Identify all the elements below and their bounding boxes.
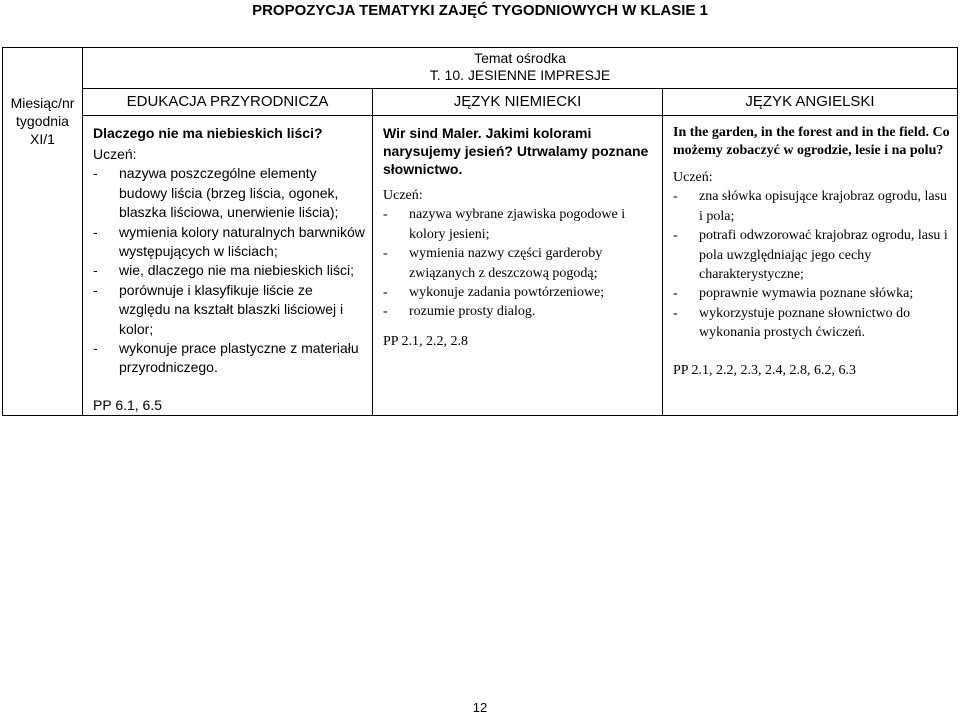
month-week-header: Miesiąc/nr tygodnia [10, 95, 75, 129]
nature-student-label: Uczeń: [93, 146, 137, 162]
german-goal-list [383, 205, 656, 321]
goal-item: - rozumie prosty dialog. [383, 302, 656, 321]
goal-item: - nazywa wybrane zjawiska pogodowe i kolory jesieni; [383, 205, 656, 244]
content-row [3, 116, 958, 416]
german-content-cell [373, 116, 663, 416]
theme-name: T. 10. JESIENNE IMPRESJE [429, 67, 611, 83]
goal-item: - potrafi odwzorować krajobraz ogrodu, lasu i pola uwzględniając jego cechy charakterystyczne; [673, 226, 951, 284]
goal-item: - wymienia nazwy części garderoby związanych z deszczową pogodą; [383, 244, 656, 283]
english-topic: In the garden, in the forest and in the field. Co możemy zobaczyć w ogrodzie, lesie i na polu? [673, 125, 950, 158]
subject-header-nature: EDUKACJA PRZYRODNICZA [83, 89, 373, 116]
month-week-value: XI/1 [30, 131, 55, 147]
goal-item: - wie, dlaczego nie ma niebieskich liści; [93, 261, 366, 280]
subject-header-german: JĘZYK NIEMIECKI [373, 89, 663, 116]
english-content-cell [663, 116, 958, 416]
nature-goal-list [93, 164, 366, 377]
nature-pp: PP 6.1, 6.5 [93, 396, 163, 413]
weekly-plan-table [2, 47, 958, 416]
theme-label: Temat ośrodka [474, 50, 566, 66]
theme-row [3, 48, 958, 89]
german-topic: Wir sind Maler. Jakimi kolorami narysujemy jesień? Utrwalamy poznane słownictwo. [383, 125, 649, 177]
goal-item: - poprawnie wymawia poznane słówka; [673, 284, 951, 303]
goal-item: - wykonuje zadania powtórzeniowe; [383, 283, 656, 302]
goal-item: - wymienia kolory naturalnych barwników występujących w liściach; [93, 223, 366, 262]
german-pp: PP 2.1, 2.2, 2.8 [383, 333, 469, 349]
goal-item: - porównuje i klasyfikuje liście ze względu na kształt blaszki liściowej i kolor; [93, 281, 366, 339]
german-student-label: Uczeń: [383, 188, 423, 203]
english-goal-list [673, 187, 951, 342]
theme-cell [83, 48, 958, 89]
month-week-cell [3, 48, 83, 416]
english-student-label: Uczeń: [673, 170, 713, 185]
document-title: PROPOZYCJA TEMATYKI ZAJĘĆ TYGODNIOWYCH W KLASIE 1 [252, 2, 708, 19]
goal-item: - wykonuje prace plastyczne z materiału przyrodniczego. [93, 339, 366, 378]
subject-header-english: JĘZYK ANGIELSKI [663, 89, 958, 116]
subject-header-row [3, 89, 958, 116]
goal-item: - wykorzystuje poznane słownictwo do wykonania prostych ćwiczeń. [673, 304, 951, 343]
page-number: 12 [472, 700, 488, 715]
goal-item: - nazywa poszczególne elementy budowy liścia (brzeg liścia, ogonek, blaszka liściowa, unerwienie liścia); [93, 164, 366, 222]
nature-content-cell [83, 116, 373, 416]
nature-topic: Dlaczego nie ma niebieskich liści? [93, 125, 323, 141]
goal-item: - zna słówka opisujące krajobraz ogrodu, lasu i pola; [673, 187, 951, 226]
english-pp: PP 2.1, 2.2, 2.3, 2.4, 2.8, 6.2, 6.3 [673, 362, 857, 378]
